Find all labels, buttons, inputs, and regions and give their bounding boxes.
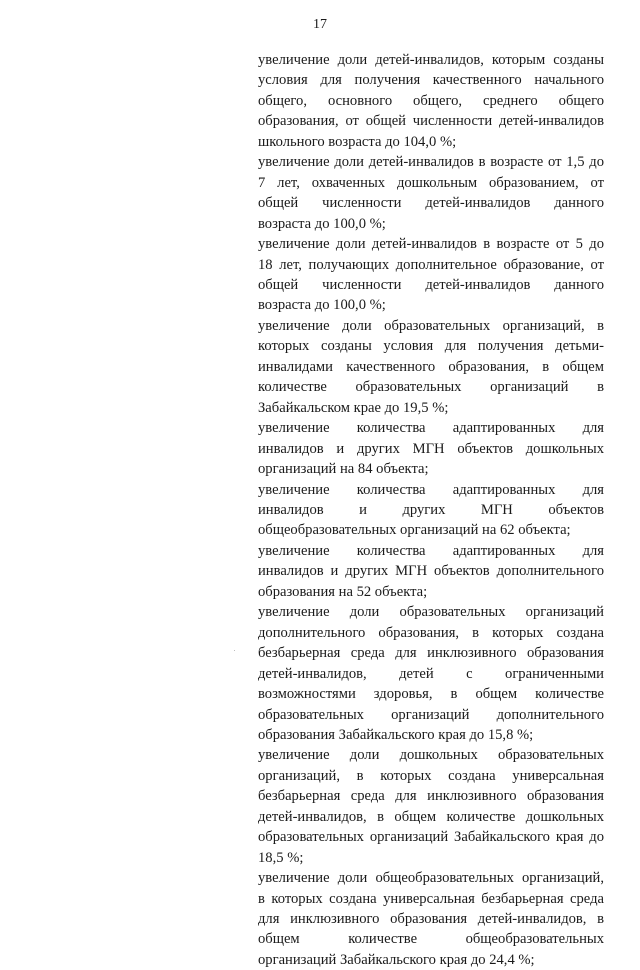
text-line: инвалидов и других МГН объектов — [258, 501, 604, 518]
list-item — [258, 234, 604, 316]
text-line: 18,5 %; — [258, 849, 304, 866]
text-line: 7 лет, охваченных дошкольным образованием, от — [258, 174, 604, 191]
text-line: инвалидов и других МГН объектов дополнительного — [258, 563, 604, 580]
text-line: в которых создана универсальная безбарьерная среда — [258, 890, 604, 907]
text-line: увеличение доли образовательных организаций — [258, 604, 604, 621]
text-line: организаций, в которых создана универсальная — [258, 767, 604, 784]
text-line: образовательных организаций Забайкальского края до — [258, 829, 604, 846]
text-line: возможностями здоровья, в общем количестве — [258, 686, 604, 703]
text-line: 18 лет, получающих дополнительное образование, от — [258, 256, 604, 273]
text-line: общеобразовательных организаций на 62 объекта; — [258, 522, 571, 539]
text-line: дополнительного образования, в которых создана — [258, 624, 604, 641]
text-line: увеличение доли детей-инвалидов, которым созданы — [258, 52, 604, 68]
text-line: увеличение доли образовательных организаций, в — [258, 317, 604, 334]
text-line: количестве образовательных организаций в — [258, 379, 604, 396]
page-number: 17 — [313, 17, 327, 32]
list-item — [258, 602, 604, 745]
text-line: детей-инвалидов, в общем количестве дошкольных — [258, 808, 604, 825]
list-item — [258, 745, 604, 868]
text-line: образования на 52 объекта; — [258, 583, 428, 600]
text-line: организаций Забайкальского края до 24,4 %; — [258, 951, 535, 968]
text-line: детей-инвалидов, детей с ограниченными — [258, 665, 604, 682]
text-line: Забайкальском крае до 19,5 %; — [258, 399, 449, 416]
text-line: для инклюзивного образования детей-инвалидов, в — [258, 911, 604, 928]
text-line: увеличение доли общеобразовательных организаций, — [258, 870, 604, 887]
text-line: увеличение доли детей-инвалидов в возрасте от 5 до — [258, 236, 604, 253]
text-line: общей численности детей-инвалидов данного — [258, 276, 604, 293]
text-line: безбарьерная среда для инклюзивного образования — [258, 788, 604, 805]
text-line: общем количестве общеобразовательных — [258, 931, 604, 948]
text-line: возраста до 100,0 %; — [258, 215, 386, 232]
text-line: условия для получения качественного начального — [258, 72, 604, 89]
text-line: инвалидов и других МГН объектов дошкольных — [258, 440, 604, 457]
text-line: увеличение доли дошкольных образовательных — [258, 747, 604, 764]
list-item — [258, 541, 604, 602]
list-item — [258, 418, 604, 479]
text-line: увеличение количества адаптированных для — [258, 481, 604, 498]
list-item — [258, 316, 604, 418]
text-line: увеличение количества адаптированных для — [258, 542, 604, 559]
text-line: возраста до 100,0 %; — [258, 297, 386, 314]
text-line: школьного возраста до 104,0 %; — [258, 133, 457, 150]
text-line: безбарьерная среда для инклюзивного образования — [258, 645, 604, 662]
text-line: которых созданы условия для получения детьми- — [258, 338, 604, 355]
list-item — [258, 480, 604, 541]
text-line: образования, от общей численности детей-инвалидов — [258, 113, 604, 130]
text-line: увеличение доли детей-инвалидов в возрасте от 1,5 до — [258, 154, 604, 171]
margin-speck — [234, 650, 235, 651]
text-line: общей численности детей-инвалидов данного — [258, 195, 604, 212]
text-line: увеличение количества адаптированных для — [258, 420, 604, 437]
list-item — [258, 868, 604, 970]
text-line: организаций на 84 объекта; — [258, 461, 429, 478]
text-line: общего, основного общего, среднего общего — [258, 92, 604, 109]
text-line: инвалидами качественного образования, в общем — [258, 358, 604, 375]
document-body — [258, 50, 604, 970]
text-line: образования Забайкальского края до 15,8 %; — [258, 726, 534, 743]
list-item — [258, 50, 604, 152]
list-item — [258, 152, 604, 234]
text-line: образовательных организаций дополнительного — [258, 706, 604, 723]
